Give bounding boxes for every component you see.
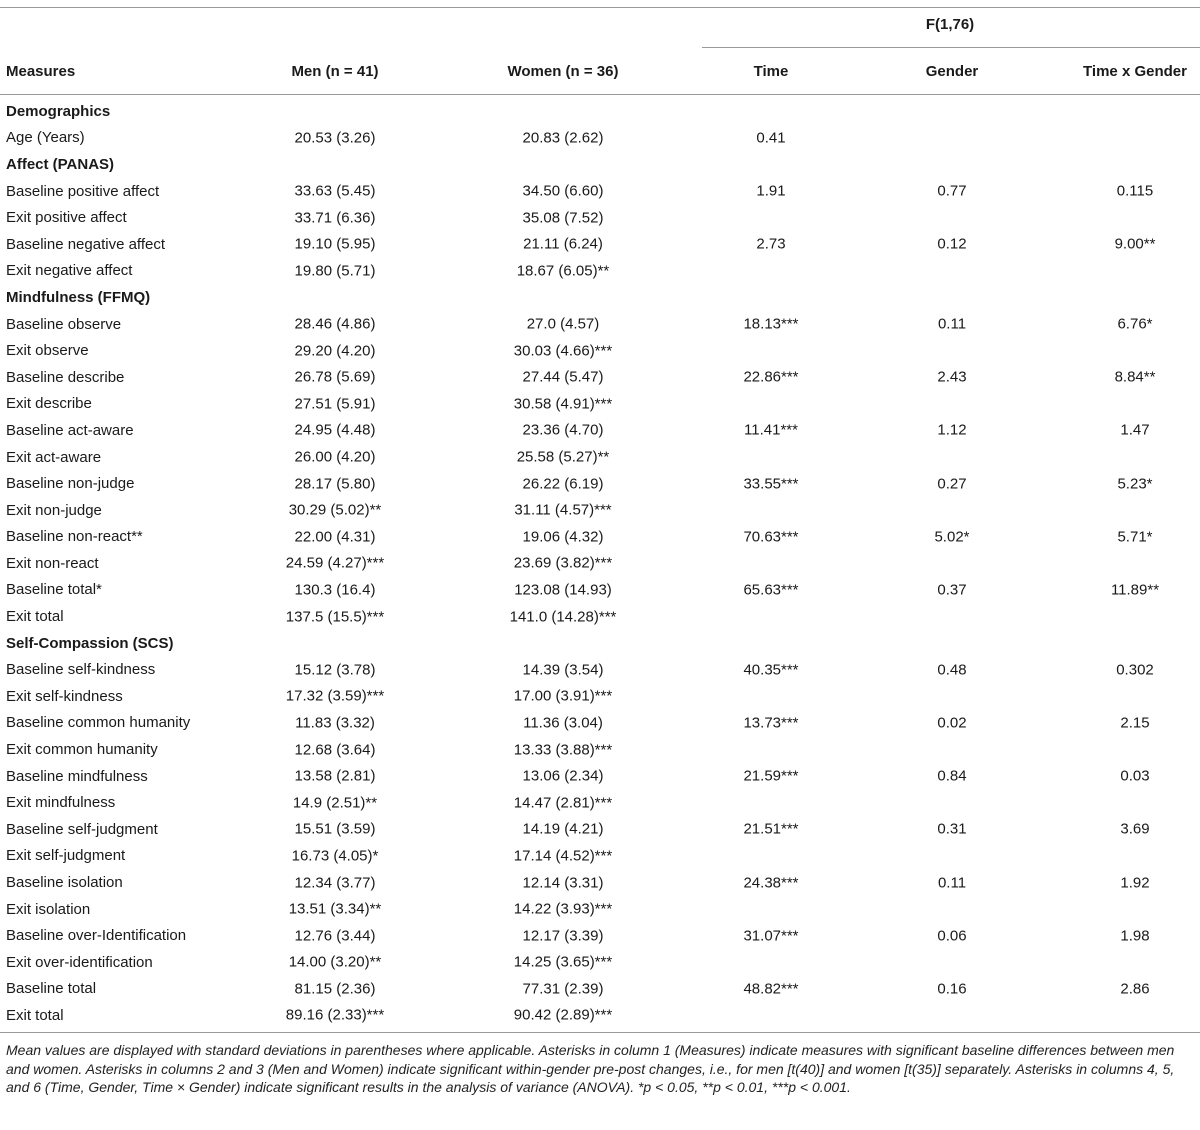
measure-label	[0, 125, 1200, 152]
men-value: 15.12 (3.78)	[294, 661, 376, 679]
measure-label	[0, 258, 1200, 285]
row-label-text: Baseline total*	[6, 581, 102, 599]
interaction-f-value: 0.03	[1120, 767, 1150, 785]
men-value: 14.00 (3.20)**	[288, 953, 382, 971]
header-measures: Measures	[6, 63, 76, 80]
measure-label	[0, 391, 1200, 418]
measure-label	[0, 311, 1200, 338]
table-row	[0, 258, 1200, 285]
women-value: 141.0 (14.28)***	[509, 608, 617, 626]
measure-label	[0, 577, 1200, 604]
women-value: 12.17 (3.39)	[522, 927, 604, 945]
table-row	[0, 577, 1200, 604]
gender-f-value: 0.12	[937, 235, 967, 253]
header-men: Men (n = 41)	[291, 63, 379, 80]
row-label-text: Demographics	[6, 102, 111, 120]
measure-label	[0, 1002, 1200, 1029]
measure-label	[0, 843, 1200, 870]
men-value: 19.80 (5.71)	[294, 262, 376, 280]
table-row	[0, 470, 1200, 497]
men-value: 14.9 (2.51)**	[292, 794, 378, 812]
row-label-text: Exit describe	[6, 395, 92, 413]
table-row	[0, 311, 1200, 338]
gender-f-value: 0.84	[937, 767, 967, 785]
data-table	[0, 98, 1200, 1029]
time-f-value: 11.41***	[744, 421, 798, 439]
interaction-f-value: 1.92	[1120, 874, 1150, 892]
row-label-text: Baseline isolation	[6, 874, 123, 892]
women-value: 17.14 (4.52)***	[513, 847, 613, 865]
gender-f-value: 0.02	[937, 714, 967, 732]
row-label-text: Baseline mindfulness	[6, 767, 148, 785]
gender-f-value: 0.77	[937, 182, 967, 200]
women-value: 123.08 (14.93)	[514, 581, 612, 599]
time-f-value: 1.91	[756, 182, 786, 200]
measure-label	[0, 683, 1200, 710]
gender-f-value: 0.16	[937, 980, 967, 998]
table-row	[0, 417, 1200, 444]
row-label-text: Affect (PANAS)	[6, 155, 115, 173]
time-f-value: 40.35***	[743, 661, 799, 679]
row-label-text: Baseline describe	[6, 368, 125, 386]
row-label-text: Baseline over-Identification	[6, 927, 187, 945]
men-value: 19.10 (5.95)	[294, 235, 376, 253]
time-f-value: 18.13***	[743, 315, 799, 333]
measure-label	[0, 656, 1200, 683]
row-label-text: Baseline negative affect	[6, 235, 166, 253]
women-value: 30.58 (4.91)***	[513, 395, 613, 413]
women-value: 27.44 (5.47)	[522, 368, 604, 386]
measure-label	[0, 417, 1200, 444]
interaction-f-value: 5.71*	[1117, 528, 1153, 546]
men-value: 15.51 (3.59)	[294, 820, 376, 838]
time-f-value: 70.63***	[743, 528, 799, 546]
women-value: 23.36 (4.70)	[522, 421, 604, 439]
measure-label	[0, 231, 1200, 258]
top-rule	[0, 7, 1200, 8]
measure-label	[0, 337, 1200, 364]
women-value: 26.22 (6.19)	[522, 475, 604, 493]
men-value: 26.00 (4.20)	[294, 448, 376, 466]
men-value: 81.15 (2.36)	[294, 980, 376, 998]
women-value: 14.22 (3.93)***	[513, 900, 613, 918]
table-row	[0, 816, 1200, 843]
row-label-text: Exit observe	[6, 342, 89, 360]
table-row	[0, 843, 1200, 870]
time-f-value: 24.38***	[743, 874, 799, 892]
section-heading	[0, 284, 1200, 311]
women-value: 27.0 (4.57)	[526, 315, 600, 333]
row-label-text: Exit self-kindness	[6, 687, 123, 705]
table-row	[0, 922, 1200, 949]
f-header-rule	[702, 47, 1200, 48]
gender-f-value: 0.11	[937, 874, 967, 892]
interaction-f-value: 1.98	[1120, 927, 1150, 945]
row-label-text: Baseline total	[6, 980, 97, 998]
row-label-text: Exit isolation	[6, 900, 91, 918]
section-heading	[0, 630, 1200, 657]
gender-f-value: 5.02*	[934, 528, 970, 546]
interaction-f-value: 2.86	[1120, 980, 1150, 998]
women-value: 13.33 (3.88)***	[513, 741, 613, 759]
women-value: 34.50 (6.60)	[522, 182, 604, 200]
table-row	[0, 976, 1200, 1003]
table-row	[0, 683, 1200, 710]
time-f-value: 31.07***	[743, 927, 799, 945]
section-heading	[0, 98, 1200, 125]
men-value: 12.68 (3.64)	[294, 741, 376, 759]
women-value: 17.00 (3.91)***	[513, 687, 613, 705]
men-value: 33.63 (5.45)	[294, 182, 376, 200]
measure-label	[0, 922, 1200, 949]
header-gender: Gender	[925, 63, 979, 80]
time-f-value: 22.86***	[743, 368, 799, 386]
men-value: 12.34 (3.77)	[294, 874, 376, 892]
table-row	[0, 524, 1200, 551]
interaction-f-value: 9.00**	[1114, 235, 1156, 253]
table-row	[0, 125, 1200, 152]
interaction-f-value: 1.47	[1120, 421, 1150, 439]
men-value: 22.00 (4.31)	[294, 528, 376, 546]
row-label-text: Baseline self-kindness	[6, 661, 156, 679]
time-f-value: 13.73***	[743, 714, 799, 732]
measure-label	[0, 896, 1200, 923]
measure-label	[0, 550, 1200, 577]
men-value: 24.59 (4.27)***	[285, 554, 385, 572]
men-value: 11.83 (3.32)	[295, 714, 375, 732]
table-row	[0, 178, 1200, 205]
men-value: 28.46 (4.86)	[294, 315, 376, 333]
row-label-text: Exit common humanity	[6, 741, 158, 759]
row-label-text: Exit total	[6, 608, 64, 626]
section-row	[0, 98, 1200, 125]
table-row	[0, 789, 1200, 816]
women-value: 18.67 (6.05)**	[516, 262, 610, 280]
table-row	[0, 204, 1200, 231]
women-value: 77.31 (2.39)	[522, 980, 604, 998]
men-value: 17.32 (3.59)***	[285, 687, 385, 705]
measure-label	[0, 524, 1200, 551]
row-label-text: Exit total	[6, 1006, 64, 1024]
men-value: 137.5 (15.5)***	[285, 608, 385, 626]
gender-f-value: 0.06	[937, 927, 967, 945]
header-women: Women (n = 36)	[507, 63, 619, 80]
women-value: 20.83 (2.62)	[522, 129, 604, 147]
women-value: 35.08 (7.52)	[522, 209, 604, 227]
time-f-value: 21.59***	[743, 767, 799, 785]
header-rule	[0, 94, 1200, 95]
table-row	[0, 763, 1200, 790]
interaction-f-value: 11.89**	[1110, 581, 1160, 599]
time-f-value: 48.82***	[743, 980, 799, 998]
table-row	[0, 1002, 1200, 1029]
men-value: 16.73 (4.05)*	[291, 847, 379, 865]
row-label-text: Self-Compassion (SCS)	[6, 634, 174, 652]
row-label-text: Exit positive affect	[6, 209, 127, 227]
section-heading	[0, 151, 1200, 178]
women-value: 13.06 (2.34)	[522, 767, 604, 785]
women-value: 90.42 (2.89)***	[513, 1006, 613, 1024]
time-f-value: 0.41	[756, 129, 786, 147]
women-value: 23.69 (3.82)***	[513, 554, 613, 572]
row-label-text: Baseline self-judgment	[6, 820, 158, 838]
table-row	[0, 444, 1200, 471]
table-footnote: Mean values are displayed with standard deviations in parentheses where applicable. Asterisks in column 1 (Measures) indicate measures with significant baseline differences between men and women. Asterisks in columns 2 and 3 (Men and Women) indicate significant within-gender pre-post changes, i.e., for men [t(40)] and women [t(35)] separately. Asterisks in columns 4, 5, and 6 (Time, Gender, Time × Gender) indicate significant results in the analysis of variance (ANOVA). *p < 0.05, **p < 0.01, ***p < 0.001.	[6, 1042, 1175, 1095]
interaction-f-value: 8.84**	[1114, 368, 1156, 386]
women-value: 14.47 (2.81)***	[513, 794, 613, 812]
men-value: 130.3 (16.4)	[294, 581, 376, 599]
table-row	[0, 550, 1200, 577]
table-row	[0, 656, 1200, 683]
row-label-text: Exit negative affect	[6, 262, 133, 280]
interaction-f-value: 2.15	[1120, 714, 1150, 732]
table-row	[0, 949, 1200, 976]
men-value: 24.95 (4.48)	[294, 421, 376, 439]
measure-label	[0, 603, 1200, 630]
men-value: 29.20 (4.20)	[294, 342, 376, 360]
measure-label	[0, 816, 1200, 843]
f-statistic-header: F(1,76)	[925, 16, 975, 33]
men-value: 30.29 (5.02)**	[288, 501, 382, 519]
gender-f-value: 0.31	[937, 820, 967, 838]
men-value: 26.78 (5.69)	[294, 368, 376, 386]
gender-f-value: 0.11	[937, 315, 967, 333]
row-label-text: Baseline non-react**	[6, 528, 143, 546]
table-row	[0, 710, 1200, 737]
table-row	[0, 869, 1200, 896]
measure-label	[0, 976, 1200, 1003]
row-label-text: Baseline non-judge	[6, 475, 135, 493]
measure-label	[0, 763, 1200, 790]
row-label-text: Exit non-judge	[6, 501, 102, 519]
row-label-text: Exit act-aware	[6, 448, 102, 466]
men-value: 20.53 (3.26)	[294, 129, 376, 147]
time-f-value: 33.55***	[743, 475, 799, 493]
row-label-text: Exit self-judgment	[6, 847, 126, 865]
men-value: 28.17 (5.80)	[294, 475, 376, 493]
women-value: 14.25 (3.65)***	[513, 953, 613, 971]
time-f-value: 2.73	[756, 235, 786, 253]
gender-f-value: 2.43	[937, 368, 967, 386]
women-value: 14.39 (3.54)	[522, 661, 604, 679]
women-value: 25.58 (5.27)**	[516, 448, 610, 466]
row-label-text: Age (Years)	[6, 129, 85, 147]
interaction-f-value: 3.69	[1120, 820, 1150, 838]
women-value: 30.03 (4.66)***	[513, 342, 613, 360]
table-row	[0, 603, 1200, 630]
men-value: 89.16 (2.33)***	[285, 1006, 385, 1024]
measure-label	[0, 178, 1200, 205]
measure-label	[0, 204, 1200, 231]
table-row	[0, 736, 1200, 763]
row-label-text: Exit non-react	[6, 554, 99, 572]
measure-label	[0, 789, 1200, 816]
women-value: 19.06 (4.32)	[522, 528, 604, 546]
measure-label	[0, 364, 1200, 391]
table-row	[0, 231, 1200, 258]
table-row	[0, 497, 1200, 524]
measure-label	[0, 444, 1200, 471]
women-value: 31.11 (4.57)***	[514, 501, 612, 519]
section-row	[0, 151, 1200, 178]
women-value: 14.19 (4.21)	[522, 820, 604, 838]
gender-f-value: 0.48	[937, 661, 967, 679]
interaction-f-value: 0.115	[1116, 182, 1154, 200]
row-label-text: Baseline act-aware	[6, 421, 134, 439]
measure-label	[0, 869, 1200, 896]
row-label-text: Mindfulness (FFMQ)	[6, 288, 151, 306]
row-label-text: Baseline positive affect	[6, 182, 160, 200]
row-label-text: Baseline common humanity	[6, 714, 191, 732]
men-value: 12.76 (3.44)	[294, 927, 376, 945]
table-row	[0, 364, 1200, 391]
men-value: 33.71 (6.36)	[294, 209, 376, 227]
gender-f-value: 1.12	[937, 421, 967, 439]
table-row	[0, 391, 1200, 418]
women-value: 21.11 (6.24)	[523, 235, 603, 253]
table-row	[0, 896, 1200, 923]
time-f-value: 21.51***	[743, 820, 799, 838]
section-row	[0, 284, 1200, 311]
row-label-text: Exit over-identification	[6, 953, 153, 971]
interaction-f-value: 6.76*	[1117, 315, 1153, 333]
row-label-text: Baseline observe	[6, 315, 122, 333]
table-row	[0, 337, 1200, 364]
interaction-f-value: 5.23*	[1117, 475, 1153, 493]
women-value: 11.36 (3.04)	[523, 714, 603, 732]
men-value: 13.58 (2.81)	[294, 767, 376, 785]
measure-label	[0, 710, 1200, 737]
gender-f-value: 0.27	[937, 475, 967, 493]
gender-f-value: 0.37	[937, 581, 967, 599]
header-time: Time	[753, 63, 789, 80]
men-value: 13.51 (3.34)**	[288, 900, 382, 918]
measure-label	[0, 470, 1200, 497]
interaction-f-value: 0.302	[1116, 661, 1154, 679]
women-value: 12.14 (3.31)	[522, 874, 604, 892]
measure-label	[0, 949, 1200, 976]
header-time-x-gender: Time x Gender	[1083, 63, 1187, 80]
section-row	[0, 630, 1200, 657]
measure-label	[0, 736, 1200, 763]
row-label-text: Exit mindfulness	[6, 794, 116, 812]
men-value: 27.51 (5.91)	[294, 395, 376, 413]
bottom-rule	[0, 1032, 1200, 1033]
time-f-value: 65.63***	[743, 581, 799, 599]
measure-label	[0, 497, 1200, 524]
